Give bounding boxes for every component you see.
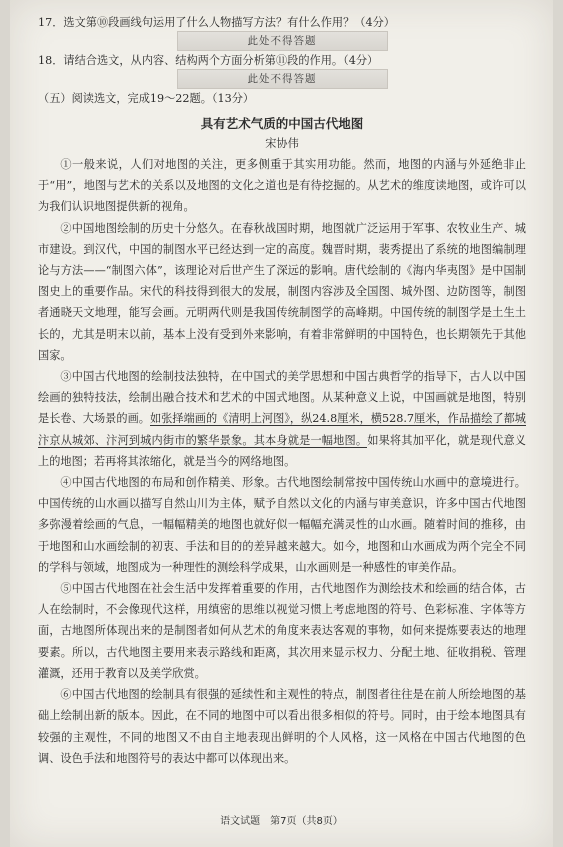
exam-sheet [10,0,553,847]
no-answer-stamp [38,31,526,49]
article-author: 宋协伟 [265,136,299,150]
paragraph-6: ⑥中国古代地图的绘制具有很强的延续性和主观性的特点，制图者往往是在前人所绘地图的基础上绘制出新的版本。因此，在不同的地图中可以看出很多相似的符号。同时，由于绘本地图具有较强的主观性，不同的地图又不由自主地表现出鲜明的个人风格，这一风格在中国古代地图的色调、设色手法和地图符号的表达中都可以体现出来。 [38,688,526,765]
paragraph-3-start: ③中国古代地图的绘制技法独特，在中国式的美学思想和中国古典哲学的指导下，古人以中国绘画的独特技法，绘制出融合技术和艺术的中国式地图。从某种意义上说，中国画就是地图，特别是长卷、大场景的画。 [38,370,526,426]
paragraph-5: ⑤中国古代地图在社会生活中发挥着重要的作用，古代地图作为测绘技术和绘画的结合体，古人在绘制时，不会像现代这样，用缜密的思维以视觉习惯上考虑地图的符号、色彩标准、字体等方面，古地图所体现出来的是制图者如何从艺术的角度来表达客观的事物，如何来提炼要表达的地理要素。所以，古代地图主要用来表示路线和距离，其次用来显示权力、分配土地、征收捐税、管理灌溉，还用于教育以及美学欣赏。 [38,582,526,680]
no-answer-stamp [38,69,526,87]
no-answer-label: 此处不得答题 [177,31,388,51]
paragraph-1: ①一般来说，人们对地图的关注，更多侧重于其实用功能。然而，地图的内涵与外延绝非止于“用”，地图与艺术的关系以及地图的文化之道也是有待挖掘的。从艺术的维度读地图，或许可以为我们认识地图提供新的视角。 [38,158,526,214]
page-content [38,12,526,769]
paragraph-4: ④中国古代地图的布局和创作精美、形象。古代地图绘制常按中国传统山水画中的意境进行。中国传统的山水画以描写自然山川为主体，赋予自然以文化的内涵与审美意识，许多中国古代地图多弥漫着绘画的气息，一幅幅精美的地图也就好似一幅幅充满灵性的山水画。随着时间的推移，由于地图和山水画绘制的初衷、手法和目的的差异越来越大。如今，地图和山水画成为两个完全不同的学科与领域，地图成为一种理性的测绘科学成果，山水画则是一种感性的审美作品。 [38,476,526,574]
page-footer: 语文试题 第7页（共8页） [220,816,343,827]
article-title: 具有艺术气质的中国古代地图 [200,115,364,131]
no-answer-label: 此处不得答题 [177,69,388,89]
section-heading: （五）阅读选文，完成19～22题。（13分） [38,92,255,106]
question-17: 17．选文第⑩段画线句运用了什么人物描写方法？有什么作用？（4分） [38,16,395,29]
paragraph-3-end: 如果将其加平化，就是现代意义上的地图；若再将其浓缩化，就是当今的网络地图。 [38,433,526,468]
underlined-sentence: 如张择端画的《清明上河图》，纵24.8厘米，横528.7厘米，作品描绘了都城汴京从城郊、汴河到城内街市的繁华景象。其本身就是一幅地图。 [38,412,526,447]
paragraph-3 [38,366,526,472]
paragraph-2: ②中国地图绘制的历史十分悠久。在春秋战国时期，地图就广泛运用于军事、农牧业生产、城市建设。到汉代，中国的制图水平已经达到一定的高度。魏晋时期，裴秀提出了系统的地图编制理论与方法——“制图六体”，该理论对后世产生了深远的影响。唐代绘制的《海内华夷图》是中国制图史上的重要作品。宋代的科技得到很大的发展，制图内容涉及全国图、城外图、边防图等，制图者通晓天文地理，能写会画。元明两代则是我国传统制图学的高峰期。中国传统的制图学是土生土长的，尤其是明末以前，基本上没有受到外来影响，有着非常鲜明的中国特色，也长期领先于其他国家。 [38,221,526,362]
question-18: 18．请结合选文，从内容、结构两个方面分析第⑪段的作用。（4分） [38,54,379,68]
